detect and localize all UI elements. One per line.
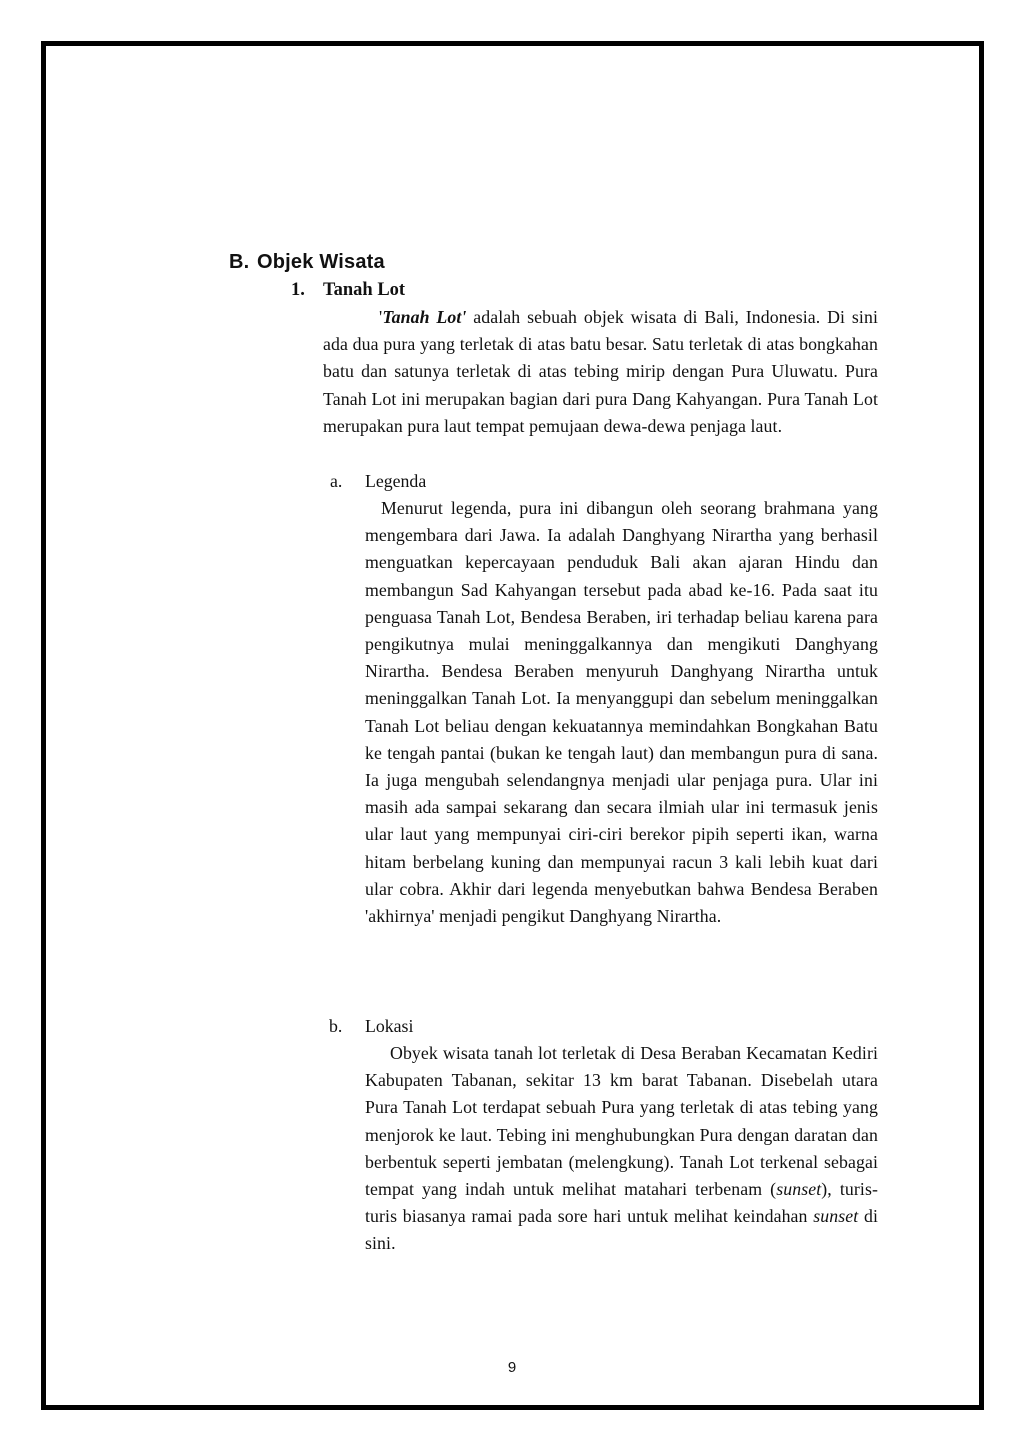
intro-lead-italic: Tanah Lot'	[382, 307, 467, 327]
list-item-legenda	[330, 468, 426, 495]
list-title-legenda: Legenda	[365, 471, 427, 491]
page-number: 9	[507, 1359, 517, 1376]
lokasi-italic-1: sunset	[776, 1179, 822, 1200]
intro-paragraph	[323, 304, 878, 440]
lokasi-text-2: ), turis-turis biasanya ramai pada sore hari untuk melihat keindahan	[365, 1179, 878, 1227]
lokasi-italic-2: sunset	[813, 1206, 859, 1227]
subsection-title: Tanah Lot	[323, 280, 406, 300]
lokasi-text-1: Obyek wisata tanah lot terletak di Desa Beraban Kecamatan Kediri Kabupaten Tabanan, sekitar 13 km barat Tabanan. Disebelah utara Pura Tanah Lot terdapat sebuah Pura yang terletak di atas tebing yang menjorok ke laut. Tebing ini menghubungkan Pura dengan daratan dan berbentuk seperti jembatan (melengkung). Tanah Lot terkenal sebagai tempat yang indah untuk melihat matahari terbenam (	[365, 1043, 878, 1200]
section-number: B.	[229, 251, 250, 273]
list-marker-a: a.	[330, 471, 343, 491]
list-marker-b: b.	[329, 1016, 343, 1036]
subsection-number: 1.	[291, 280, 305, 300]
section-heading	[229, 251, 385, 274]
legenda-paragraph: Menurut legenda, pura ini dibangun oleh seorang brahmana yang mengembara dari Jawa. Ia adalah Danghyang Nirartha yang berhasil menguatkan kepercayaan penduduk Bali akan ajaran Hindu dan membangun Sad Kahyangan tersebut pada abad ke-16. Pada saat itu penguasa Tanah Lot, Bendesa Beraben, iri terhadap beliau karena para pengikutnya mulai meninggalkannya dan mengikuti Danghyang Nirartha. Bendesa Beraben menyuruh Danghyang Nirartha untuk meninggalkan Tanah Lot. Ia menyanggupi dan sebelum meninggalkan Tanah Lot beliau dengan kekuatannya memindahkan Bongkahan Batu ke tengah pantai (bukan ke tengah laut) dan membangun pura di sana. Ia juga mengubah selendangnya menjadi ular penjaga pura. Ular ini masih ada sampai sekarang dan secara ilmiah ular ini termasuk jenis ular laut yang mempunyai ciri-ciri berekor pipih seperti ikan, warna hitam berbelang kuning dan mempunyai racun 3 kali lebih kuat dari ular cobra. Akhir dari legenda menyebutkan bahwa Bendesa Beraben 'akhirnya' menjadi pengikut Danghyang Nirartha.	[365, 498, 878, 927]
intro-text: adalah sebuah objek wisata di Bali, Indonesia. Di sini ada dua pura yang terletak di atas batu besar. Satu terletak di atas bongkahan batu dan satunya terletak di atas tebing mirip dengan Pura Uluwatu. Pura Tanah Lot ini merupakan bagian dari pura Dang Kahyangan. Pura Tanah Lot merupakan pura laut tempat pemujaan dewa-dewa penjaga laut.	[323, 307, 878, 436]
list-item-lokasi	[329, 1013, 413, 1040]
lokasi-text-3: di sini.	[365, 1206, 878, 1254]
list-title-lokasi: Lokasi	[365, 1016, 414, 1036]
subsection-heading	[291, 280, 405, 301]
lokasi-paragraph	[365, 1040, 878, 1258]
intro-open-quote: '	[379, 307, 383, 327]
section-title: Objek Wisata	[257, 251, 385, 273]
